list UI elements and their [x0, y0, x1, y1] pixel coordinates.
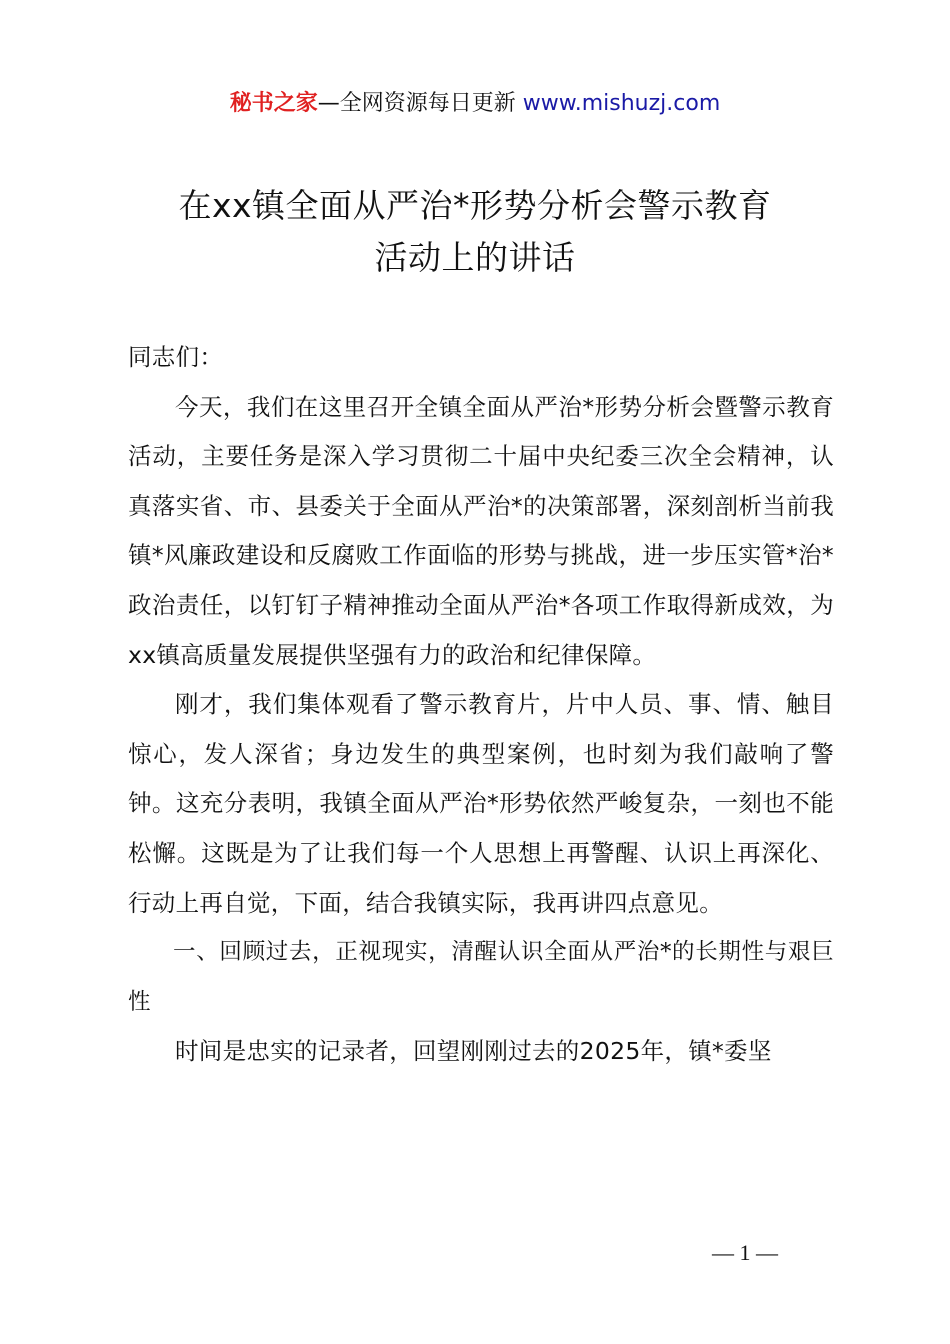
- site-brand: 秘书之家: [229, 91, 318, 116]
- body-paragraph: 今天，我们在这里召开全镇全面从严治*形势分析会暨警示教育活动，主要任务是深入学习贯彻二十届中央纪委三次全会精神，认真落实省、市、县委关于全面从严治*的决策部署，深刻剖析当前我镇*风廉政建设和反腐败工作面临的形势与挑战，进一步压实管*治*政治责任，以钉钉子精神推动全面从严治*各项工作取得新成效，为xx镇高质量发展提供坚强有力的政治和纪律保障。: [128, 392, 834, 669]
- body-paragraph: 刚才，我们集体观看了警示教育片，片中人员、事、情、触目惊心，发人深省；身边发生的典型案例，也时刻为我们敲响了警钟。这充分表明，我镇全面从严治*形势依然严峻复杂，一刻也不能松懈。这既是为了让我们每一个人思想上再警醒、认识上再深化、行动上再自觉，下面，结合我镇实际，我再讲四点意见。: [128, 690, 834, 917]
- site-tagline: —全网资源每日更新: [317, 91, 523, 116]
- title-line-1: 在xx镇全面从严治*形势分析会警示教育: [178, 186, 772, 225]
- section-heading: 一、回顾过去，正视现实，清醒认识全面从严治*的长期性与艰巨性: [128, 939, 834, 1015]
- site-header: [0, 88, 950, 120]
- body-paragraph: 时间是忠实的记录者，回望刚刚过去的2025年，镇*委坚: [175, 1037, 772, 1066]
- title-line-2: 活动上的讲话: [374, 238, 576, 277]
- salutation: 同志们：: [128, 343, 224, 371]
- document-title: [110, 180, 840, 284]
- page-number: — 1 —: [712, 1240, 778, 1265]
- site-url-link[interactable]: www.mishuzj.com: [522, 91, 721, 116]
- document-body: [128, 333, 834, 1077]
